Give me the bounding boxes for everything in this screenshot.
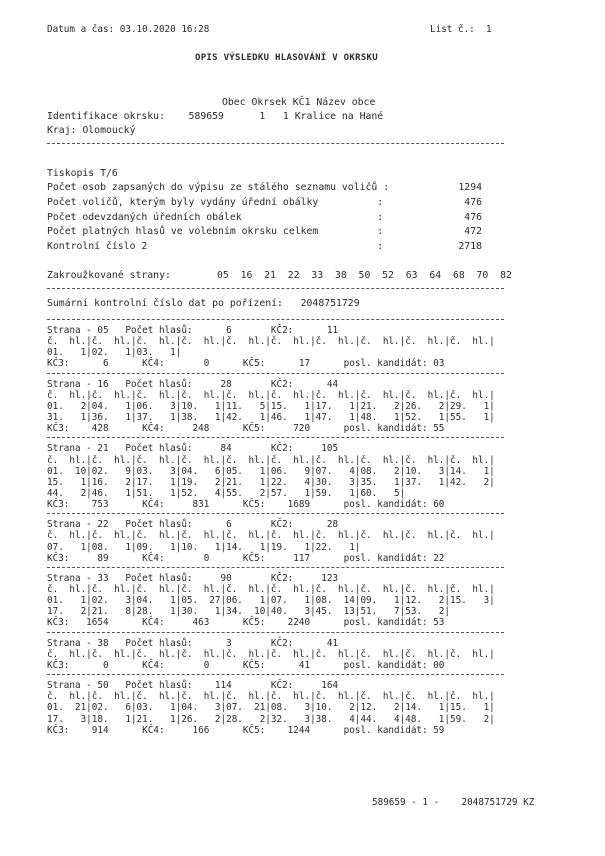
- party-checksum-line: KČ3: 428 KČ4: 248 KČ5: 720 posl. kandidát: 55: [47, 423, 445, 435]
- form-row-value: 1294: [458, 182, 482, 193]
- party-header-line: Strana - 22 Počet hlasů: 6 KČ2: 28: [47, 519, 339, 531]
- party-votes-line: č. hl.|č. hl.|č. hl.|č. hl.|č. hl.|č. hl.|č. hl.|č. hl.|č. hl.|č. hl.|: [47, 530, 495, 542]
- party-votes-line: 01. 2|04. 1|06. 3|10. 1|11. 5|15. 1|17. 1|21. 2|26. 2|29. 1|: [47, 400, 495, 412]
- form-title: Tiskopis T/6: [47, 168, 118, 179]
- separator: [47, 143, 504, 144]
- party-votes-line: č. hl.|č. hl.|č. hl.|č. hl.|č. hl.|č. hl.|č. hl.|č. hl.|č. hl.|č. hl.|: [47, 389, 495, 401]
- form-row-label: Kontrolní číslo 2 :: [47, 241, 384, 253]
- district-region: Kraj: Olomoucký: [47, 125, 136, 136]
- party-votes-line: 17. 2|21. 8|28. 1|30. 1|34. 10|40. 3|45. 13|51. 7|53. 2|: [47, 606, 450, 618]
- separator: [47, 567, 504, 568]
- separator: [47, 319, 504, 320]
- party-votes-line: 15. 1|16. 2|17. 1|19. 2|21. 1|22. 4|30. 3|35. 1|37. 1|42. 2|: [47, 476, 495, 488]
- party-checksum-line: KČ3: 0 KČ4: 0 KČ5: 41 posl. kandidát: 00: [47, 659, 445, 671]
- footer-code: 589659 - 1 - 2048751729 KZ: [372, 797, 535, 808]
- party-checksum-line: KČ3: 753 KČ4: 831 KČ5: 1689 posl. kandidát: 60: [47, 499, 445, 511]
- circled-parties-values: 05 16 21 22 33 38 50 52 63 64 68 70 82: [217, 270, 512, 281]
- separator: [47, 632, 504, 633]
- party-votes-line: 07. 1|08. 1|09. 1|10. 1|14. 1|19. 1|22. 1|: [47, 541, 361, 553]
- form-row-label: Počet platných hlasů ve volebním okrsku celkem :: [47, 226, 384, 238]
- form-row-label: Počet odevzdaných úředních obálek :: [47, 211, 384, 223]
- document-title: OPIS VÝSLEDKU HLASOVÁNÍ V OKRSKU: [195, 53, 378, 63]
- district-heading: Obec Okrsek KČ1 Název obce: [222, 97, 376, 108]
- page-number: List č.: 1: [430, 24, 492, 35]
- form-row-value: 2718: [458, 241, 482, 253]
- party-header-line: Strana - 50 Počet hlasů: 114 KČ2: 164: [47, 680, 339, 692]
- party-checksum-line: KČ3: 1654 KČ4: 463 KČ5: 2240 posl. kandidát: 53: [47, 617, 445, 629]
- separator: [47, 513, 504, 514]
- district-identification: Identifikace okrsku: 589659 1 1 Kralice na Hané: [47, 111, 384, 122]
- form-row-value: 472: [464, 226, 482, 238]
- form-row-label: Počet voličů, kterým byly vydány úřední obálky :: [47, 196, 384, 208]
- form-row-value: 476: [464, 211, 482, 223]
- party-checksum-line: KČ3: 89 KČ4: 0 KČ5: 117 posl. kandidát: 22: [47, 552, 445, 564]
- separator: [47, 288, 504, 289]
- separator: [47, 437, 504, 438]
- party-votes-line: č. hl.|č. hl.|č. hl.|č. hl.|č. hl.|č. hl.|č. hl.|č. hl.|č. hl.|č. hl.|: [47, 454, 495, 466]
- checksum-text: Sumární kontrolní číslo dat po pořízení: 2048751729: [47, 298, 360, 309]
- party-header-line: Strana - 33 Počet hlasů: 90 KČ2: 123: [47, 572, 339, 584]
- party-votes-line: č. hl.|č. hl.|č. hl.|č. hl.|č. hl.|č. hl.|č. hl.|č. hl.|č. hl.|č. hl.|: [47, 584, 495, 595]
- form-row-value: 476: [464, 196, 482, 208]
- party-votes-line: č. hl.|č. hl.|č. hl.|č. hl.|č. hl.|č. hl.|č. hl.|č. hl.|č. hl.|č. hl.|: [47, 336, 495, 348]
- party-header-line: Strana - 16 Počet hlasů: 28 KČ2: 44: [47, 378, 339, 390]
- party-votes-line: 01. 21|02. 6|03. 1|04. 3|07. 21|08. 3|10. 2|12. 2|14. 1|15. 1|: [47, 702, 495, 714]
- party-header-line: Strana - 21 Počet hlasů: 84 KČ2: 105: [47, 443, 339, 455]
- party-votes-line: č. hl.|č. hl.|č. hl.|č. hl.|č. hl.|č. hl.|č. hl.|č. hl.|č. hl.|č. hl.|: [47, 691, 495, 703]
- party-header-line: Strana - 38 Počet hlasů: 3 KČ2: 41: [47, 637, 339, 649]
- separator: [47, 674, 504, 675]
- circled-parties-label: Zakroužkované strany:: [47, 270, 171, 281]
- party-header-line: Strana - 05 Počet hlasů: 6 KČ2: 11: [47, 325, 339, 336]
- party-votes-line: 01. 10|02. 9|03. 3|04. 6|05. 1|06. 9|07. 4|08. 2|10. 3|14. 1|: [47, 465, 495, 477]
- party-checksum-line: KČ3: 914 KČ4: 166 KČ5: 1244 posl. kandidát: 59: [47, 724, 445, 736]
- datetime-text: Datum a čas: 03.10.2020 16:28: [47, 24, 210, 35]
- party-checksum-line: KČ3: 6 KČ4: 0 KČ5: 17 posl. kandidát: 03: [47, 358, 445, 370]
- party-votes-line: 01. 1|02. 1|03. 1|: [47, 347, 182, 359]
- party-votes-line: 44. 2|46. 1|51. 1|52. 4|55. 2|57. 1|59. 1|60. 5|: [47, 487, 406, 499]
- party-votes-line: 31. 1|36. 1|37. 1|38. 1|42. 1|46. 1|47. 1|48. 1|52. 1|55. 1|: [47, 412, 495, 424]
- party-votes-line: č. hl.|č. hl.|č. hl.|č. hl.|č. hl.|č. hl.|č. hl.|č. hl.|č. hl.|č. hl.|: [47, 648, 495, 660]
- form-row-label: Počet osob zapsaných do výpisu ze stálého seznamu voličů :: [47, 182, 390, 193]
- party-votes-line: 01. 1|02. 3|04. 1|05. 27|06. 1|07. 1|08. 14|09. 1|12. 2|15. 3|: [47, 595, 495, 607]
- separator: [47, 373, 504, 374]
- party-votes-line: 17. 3|18. 1|21. 1|26. 2|28. 2|32. 3|38. 4|44. 4|48. 1|59. 2|: [47, 713, 495, 725]
